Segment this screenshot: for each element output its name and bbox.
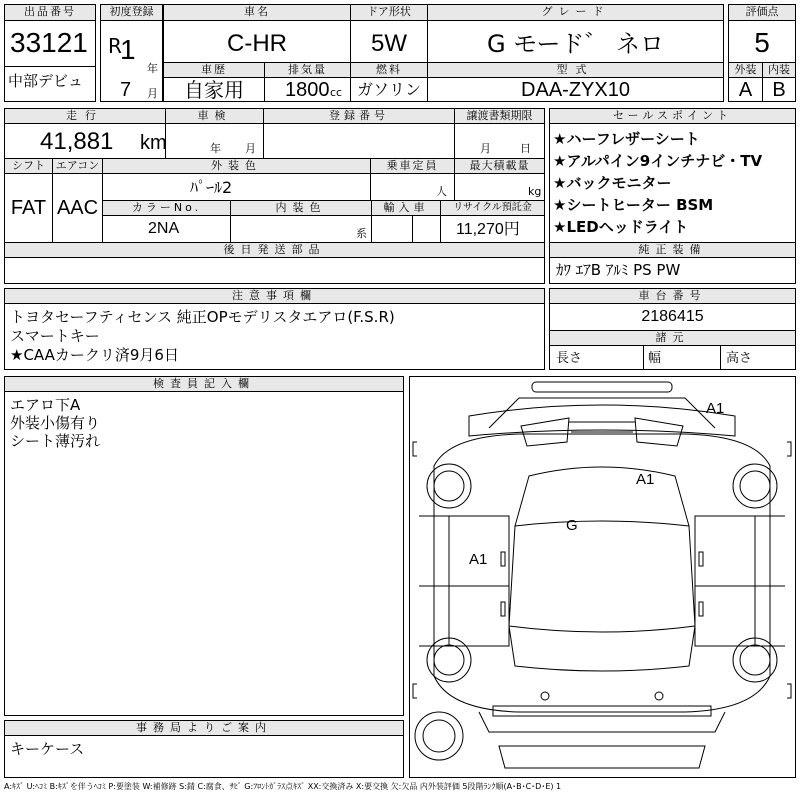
doors: 5W [371, 30, 407, 57]
legend: A:ｷｽﾞ U:ﾍｺﾐ B:ｷｽﾞを伴うﾍｺﾐ P:要塗装 W:補修跡 S:錆 C:腐食、ｻﾋﾞ G:ﾌﾛﾝﾄｶﾞﾗｽ点ｷｽﾞ XX:交換済み X:要交換 欠:欠品 内外装評価 5段階ﾗﾝｸ順(A･B･C･D･E) 1 [4, 782, 562, 791]
chassis-header: 車台番号 [550, 289, 795, 304]
model-header: 型式 [428, 63, 723, 78]
reg-header: 登録番号 [264, 109, 454, 124]
interior-header: 内装 [763, 63, 795, 78]
ext-color-header: 外装色 [103, 159, 370, 174]
later-parts-header: 後日発送部品 [5, 243, 544, 258]
grade-header: グレード [428, 5, 723, 21]
history: 自家用 [184, 78, 244, 102]
cc-unit: cc [330, 86, 343, 99]
office-text: キーケース [10, 740, 85, 758]
sales-item: ★バックモニター [553, 174, 672, 192]
displacement: 1800 [285, 79, 330, 101]
shift: FAT [10, 197, 47, 219]
grade: G モード゛ ネロ [487, 30, 664, 58]
score-header: 評価点 [729, 5, 795, 21]
transfer-day: 日 [520, 142, 531, 155]
fuel-header: 燃料 [351, 63, 427, 78]
lot-header: 出品番号 [5, 5, 95, 21]
interior-grade: B [772, 79, 786, 101]
inspector-header: 検査員記入欄 [5, 377, 403, 392]
sales-header: セールスポイント [550, 109, 795, 124]
month-number: 7 [120, 79, 132, 101]
load-unit: kg [528, 185, 542, 198]
notes-line: スマートキー [10, 327, 100, 345]
notes-line: ★CAAカークリ済9月6日 [10, 346, 179, 364]
year-unit: 年 [147, 62, 158, 75]
damage-mark-side: A1 [469, 551, 488, 568]
ac-header: エアコン [53, 159, 102, 174]
sales-item: ★シートヒーター BSM [553, 196, 714, 214]
mileage-header: 走行 [5, 109, 165, 124]
recycle: 11,270円 [456, 221, 520, 238]
height-label: 高さ [726, 351, 753, 366]
lot-number: 33121 [10, 27, 88, 58]
km-unit: km [140, 132, 167, 154]
import-header: 輸入車 [372, 201, 440, 216]
car-name-header: 車名 [164, 5, 350, 21]
color-no-header: カラーNo. [103, 201, 230, 216]
exterior-grade: A [738, 79, 753, 101]
history-header: 車歴 [164, 63, 264, 78]
recycle-header: リサイクル預託金 [441, 201, 544, 216]
year-number: 1 [120, 34, 136, 65]
displacement-header: 排気量 [265, 63, 350, 78]
capacity-unit: 人 [436, 185, 447, 198]
inspector-line: シート薄汚れ [10, 432, 101, 450]
int-color-header: 内装色 [231, 201, 371, 216]
doors-header: ドア形状 [351, 5, 427, 21]
first-reg-header: 初度登録 [101, 5, 162, 21]
load-header: 最大積載量 [455, 159, 544, 174]
transfer-month: 月 [480, 142, 491, 155]
dims-header: 諸元 [550, 331, 795, 346]
color-no: 2NA [148, 220, 180, 237]
insp-month: 月 [245, 142, 256, 155]
shift-header: シフト [5, 159, 52, 174]
sales-item: ★ハーフレザーシート [553, 130, 700, 148]
era: R [108, 34, 122, 58]
inspection-header: 車検 [166, 109, 263, 124]
damage-mark-glass: G [566, 517, 578, 534]
car-name: C-HR [227, 30, 287, 57]
insp-year: 年 [210, 142, 221, 155]
length-label: 長さ [556, 351, 583, 366]
chassis-number: 2186415 [641, 308, 704, 325]
equipment-header: 純正装備 [550, 243, 795, 258]
mileage: 41,881 [40, 128, 114, 155]
int-color-unit: 系 [356, 227, 367, 240]
office-header: 事務局よりご案内 [5, 721, 403, 736]
divider [643, 346, 644, 370]
inspector-line: 外装小傷有り [10, 414, 101, 432]
score: 5 [754, 27, 770, 58]
sales-item: ★LEDヘッドライト [553, 218, 689, 236]
debut-label: 中部デビュ [8, 72, 84, 90]
exterior-header: 外装 [729, 63, 762, 78]
notes-line: トヨタセーフティセンス 純正OPモデリスタエアロ(F.S.R) [10, 308, 395, 326]
sales-item: ★アルパイン9インチナビ・TV [553, 152, 763, 170]
equipment: ｶﾜ ｴｱB ｱﾙﾐ PS PW [556, 261, 681, 279]
transfer-header: 譲渡書類期限 [455, 109, 544, 124]
notes-header: 注意事項欄 [5, 289, 544, 304]
width-label: 幅 [648, 351, 662, 366]
ext-color: ﾊﾟｰﾙ2 [190, 178, 233, 197]
inspector-line: エアロ下A [10, 396, 81, 414]
divider [4, 66, 96, 67]
fuel: ガソリン [356, 80, 421, 99]
damage-mark-front: A1 [706, 400, 725, 417]
divider [720, 346, 721, 370]
capacity-header: 乗車定員 [371, 159, 454, 174]
month-unit: 月 [147, 87, 158, 100]
model: DAA-ZYX10 [521, 79, 630, 101]
car-diagram [409, 376, 796, 778]
ac: AAC [56, 197, 99, 219]
divider [412, 216, 413, 242]
damage-mark-roof: A1 [636, 471, 655, 488]
